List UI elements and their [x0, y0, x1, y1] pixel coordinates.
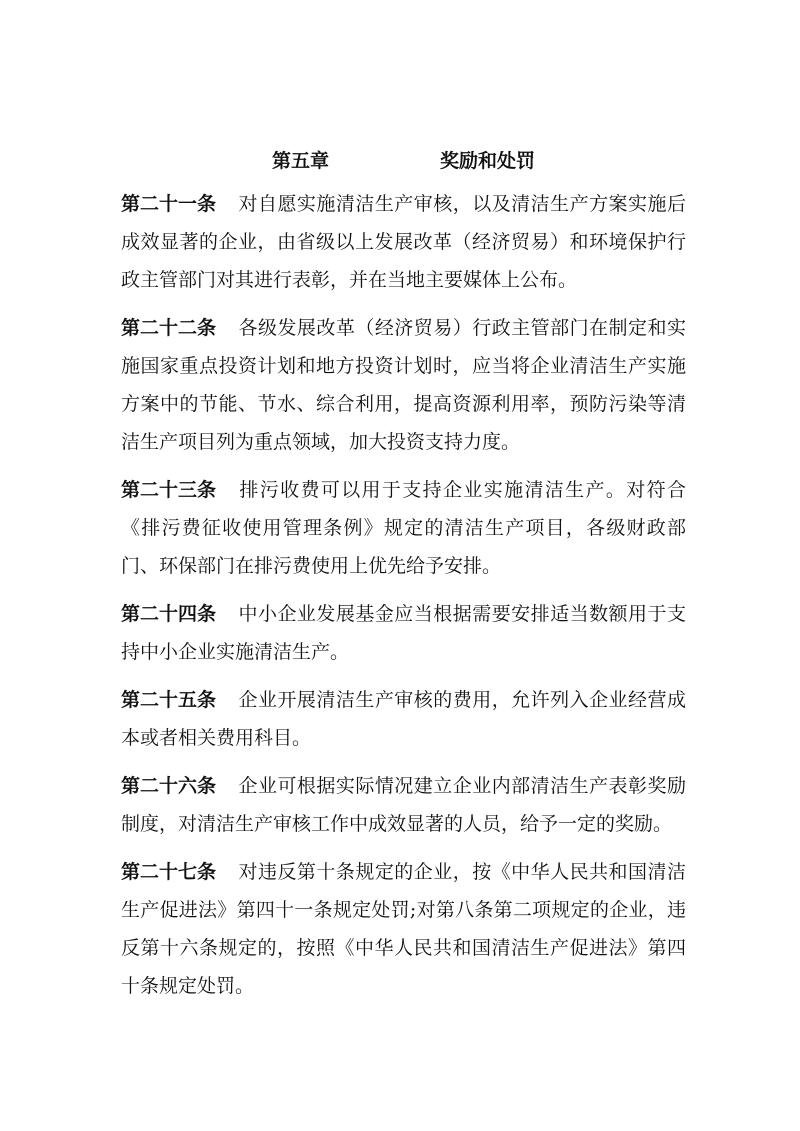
article-label: 第二十七条: [121, 861, 217, 883]
article-text: 企业开展清洁生产审核的费用，允许列入企业经营成本或者相关费用科目。: [121, 689, 686, 749]
chapter-name: 奖励和处罚: [440, 150, 536, 172]
article-text: 对违反第十条规定的企业，按《中华人民共和国清洁生产促进法》第四十一条规定处罚;对第八条第二项规定的企业，违反第十六条规定的，按照《中华人民共和国清洁生产促进法》第四十条规定处罚。: [121, 861, 686, 997]
article-label: 第二十五条: [121, 689, 217, 711]
article-text: 企业可根据实际情况建立企业内部清洁生产表彰奖励制度，对清洁生产审核工作中成效显著的人员，给予一定的奖励。: [121, 775, 686, 835]
article-22: [121, 309, 686, 461]
article-label: 第二十二条: [121, 317, 217, 339]
article-25: [121, 681, 686, 757]
article-label: 第二十六条: [121, 775, 217, 797]
article-text: 对自愿实施清洁生产审核，以及清洁生产方案实施后成效显著的企业，由省级以上发展改革（经济贸易）和环境保护行政主管部门对其进行表彰，并在当地主要媒体上公布。: [121, 193, 686, 291]
article-label: 第二十四条: [121, 603, 217, 625]
article-text: 排污收费可以用于支持企业实施清洁生产。对符合《排污费征收使用管理条例》规定的清洁生产项目，各级财政部门、环保部门在排污费使用上优先给予安排。: [121, 479, 686, 577]
article-21: [121, 185, 686, 299]
article-label: 第二十三条: [121, 479, 217, 501]
chapter-title: [0, 148, 800, 174]
article-27: [121, 853, 686, 1005]
article-26: [121, 767, 686, 843]
article-24: [121, 595, 686, 671]
article-text: 中小企业发展基金应当根据需要安排适当数额用于支持中小企业实施清洁生产。: [121, 603, 686, 663]
article-text: 各级发展改革（经济贸易）行政主管部门在制定和实施国家重点投资计划和地方投资计划时，应当将企业清洁生产实施方案中的节能、节水、综合利用，提高资源利用率，预防污染等清洁生产项目列为重点领域，加大投资支持力度。: [121, 317, 686, 453]
article-23: [121, 471, 686, 585]
article-label: 第二十一条: [121, 193, 217, 215]
article-list: [121, 185, 686, 1015]
chapter-number: 第五章: [272, 150, 330, 172]
